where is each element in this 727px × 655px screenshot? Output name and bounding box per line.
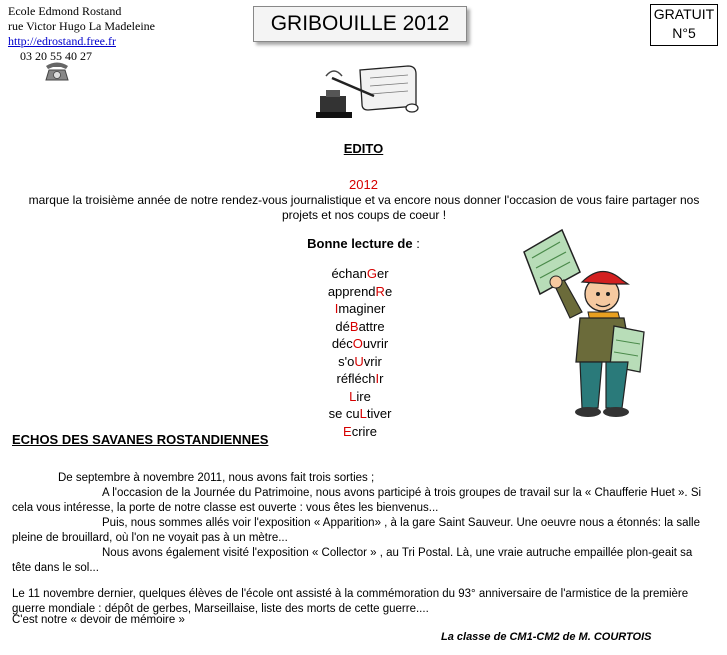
school-name: Ecole Edmond Rostand [8,4,122,18]
echos-paragraph-3: Puis, nous sommes allés voir l'exposition « Apparition» , à la gare Saint Sauveur. Une oeuvre nous a étonnés: la salle pleine de brouillard, où l'on ne voyait pas à un mètre... [12,517,700,544]
echos-paragraph-6: C'est notre « devoir de mémoire » [12,614,185,626]
acrostic-line: décOuvrir [331,336,389,351]
echos-heading: ECHOS DES SAVANES ROSTANDIENNES [12,432,269,447]
school-website-link[interactable]: http://edrostand.free.fr [8,34,116,48]
acrostic-line: réfléchIr [336,371,384,386]
echos-paragraph-5: Le 11 novembre dernier, quelques élèves de l'école ont assisté à la commémoration du 93° anniversaire de l'armistice de la première guerre mondiale : dépôt de gerbes, Marseillaise, liste des morts de cette guerre.... [12,588,689,615]
acrostic-line: déBattre [335,318,385,334]
newspaper-boy-icon [510,222,650,422]
badge-free-label: GRATUIT [653,6,715,22]
echos-paragraph-2: A l'occasion de la Journée du Patrimoine, nous avons participé à trois groupes de travail sur la « Chaufferie Huet ». Si cela vous intéresse, la porte de notre classe est ouverte : vous êtes les bienvenus... [12,487,702,514]
bonne-lecture-colon: : [412,236,420,251]
acrostic-line: s'oUvrir [338,353,382,369]
acrostic-line: Ecrire [343,423,377,439]
issue-badge [650,4,718,46]
badge-issue-number: N°5 [672,25,696,41]
edito-intro: marque la troisième année de notre rendez-vous journalistique et va encore nous donner l'occasion de vous faire partager nos projets et nos coups de coeur ! [28,193,700,222]
acrostic-line: apprendRe [327,283,393,299]
school-street: rue Victor Hugo La Madeleine [8,19,156,33]
echos-paragraph-4: Nous avons également visité l'exposition « Collector » , au Tri Postal. Là, une vraie autruche empaillée plon-geait sa tête dans le sol... [12,547,693,574]
signature: La classe de CM1-CM2 de M. COURTOIS [441,631,652,643]
school-info [8,4,155,64]
bonne-lecture-label: Bonne lecture de [307,236,413,251]
acrostic-line: Lire [349,388,371,404]
acrostic-list [250,265,470,440]
acrostic-line: Imaginer [334,301,386,316]
edito-heading: EDITO [343,141,384,156]
acrostic-line: échanGer [331,266,389,281]
edito-year: 2012 [349,177,378,192]
acrostic-line: se cuLtiver [328,406,392,421]
telephone-icon [44,60,70,82]
school-phone: 03 20 55 40 27 [20,49,92,63]
echos-paragraph-1: De septembre à novembre 2011, nous avons fait trois sorties ; [58,472,375,484]
inkwell-scroll-icon [312,62,422,122]
page-title: GRIBOUILLE 2012 [253,6,467,42]
